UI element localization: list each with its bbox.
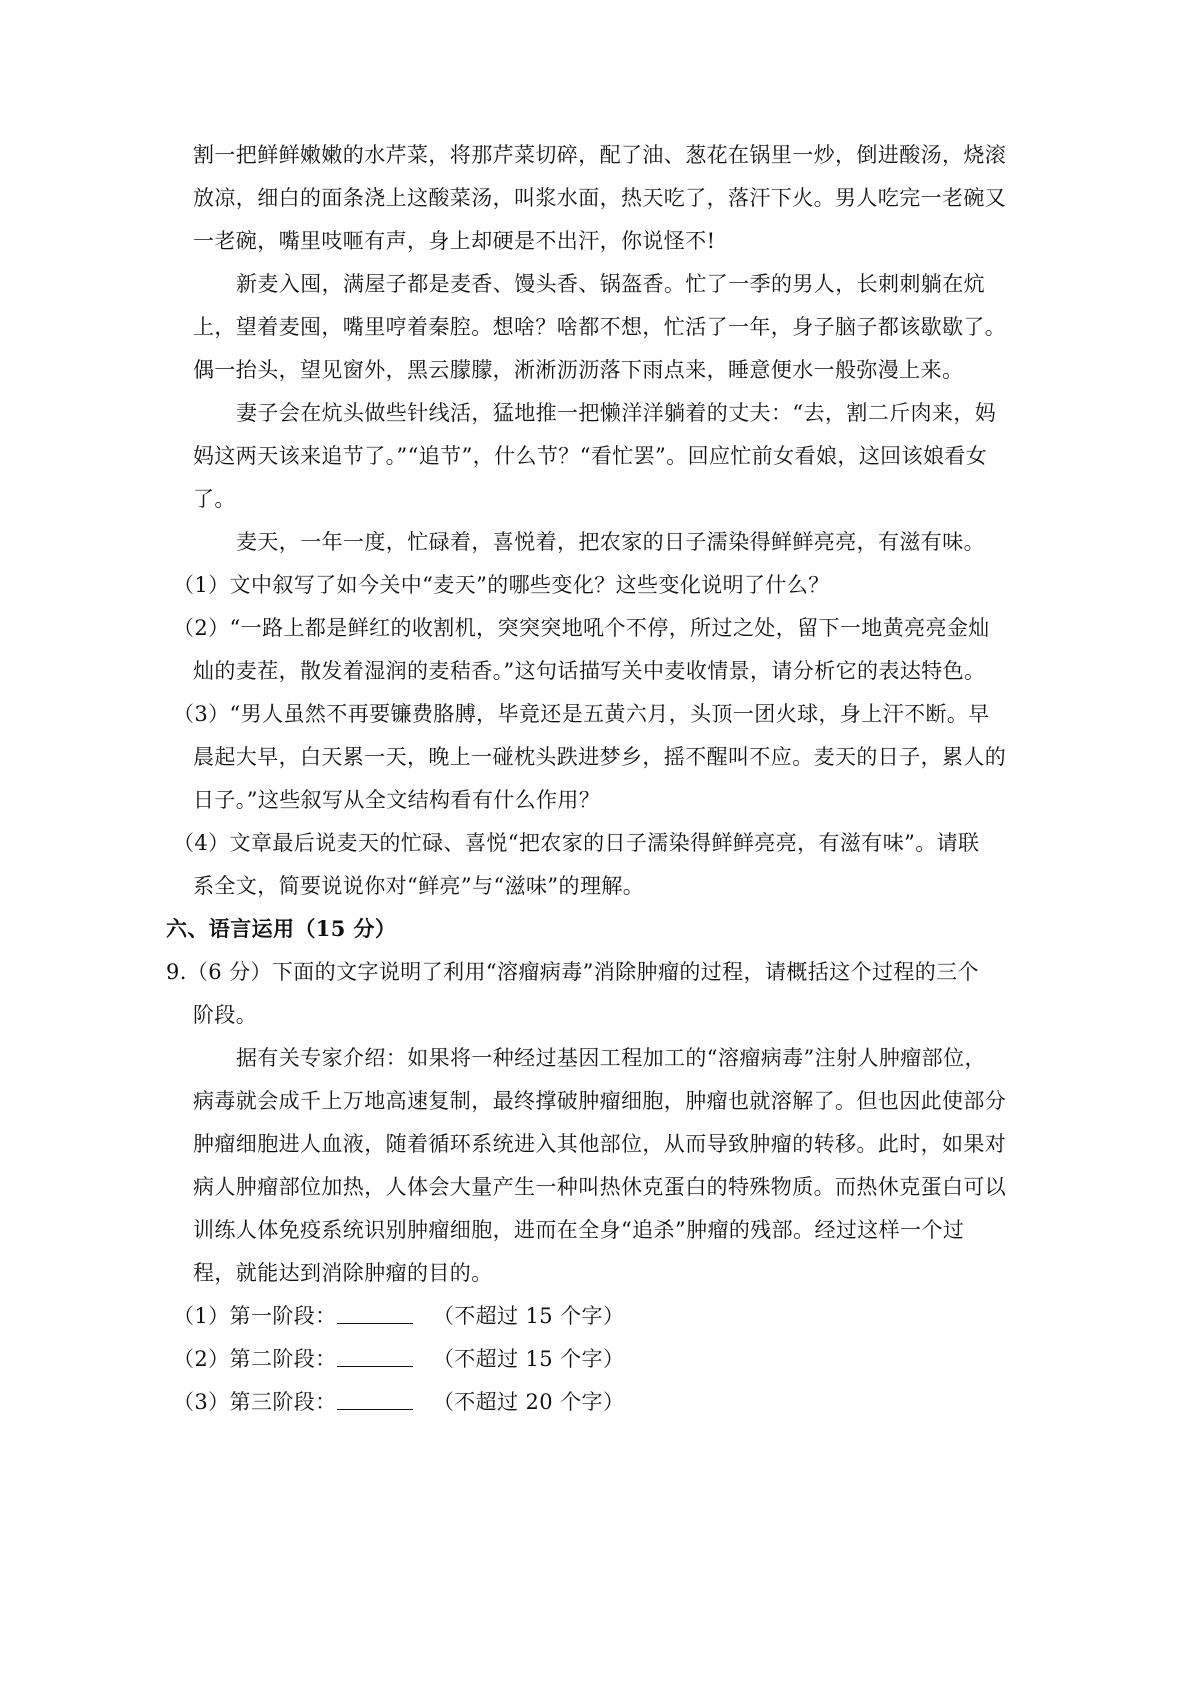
passage-p1-line-3: 一老碗，嘴里吱咂有声，身上却硬是不出汗，你说怪不!	[193, 229, 716, 253]
q9-stage-2-label: （2）第二阶段：	[173, 1347, 337, 1371]
q9-passage-line-6: 程，就能达到消除肿瘤的目的。	[193, 1261, 493, 1285]
q9-stage-1	[173, 1301, 624, 1331]
q8-sub1-line-1: （1）文中叙写了如今关中“麦天”的哪些变化？这些变化说明了什么？	[173, 573, 830, 597]
passage-p1-line-2: 放凉，细白的面条浇上这酸菜汤，叫浆水面，热天吃了，落汗下火。男人吃完一老碗又	[193, 186, 1007, 210]
q8-sub3-line-2: 晨起大早，白天累一天，晚上一碰枕头跌进梦乡，摇不醒叫不应。麦天的日子，累人的	[193, 745, 1007, 769]
q9-stem-line-1: 9.（6 分）下面的文字说明了利用“溶瘤病毒”消除肿瘤的过程，请概括这个过程的三个	[166, 960, 979, 984]
passage-p2-line-1: 新麦入囤，满屋子都是麦香、馒头香、锅盔香。忙了一季的男人，长刺刺躺在炕	[236, 272, 985, 296]
q9-stage-3-limit: （不超过 20 个字）	[432, 1390, 625, 1414]
q9-passage-line-2: 病毒就会成千上万地高速复制，最终撑破肿瘤细胞，肿瘤也就溶解了。但也因此使部分	[193, 1089, 1007, 1113]
passage-p3-line-2: 妈这两天该来追节了。”“追节”，什么节？“看忙罢”。回应忙前女看娘，这回该娘看女	[193, 444, 988, 468]
q8-sub3-line-1: （3）“男人虽然不再要镰费胳膊，毕竟还是五黄六月，头顶一团火球，身上汗不断。早	[173, 702, 990, 726]
q9-stage-3	[173, 1387, 624, 1417]
passage-p3-line-1: 妻子会在炕头做些针线活，猛地推一把懒洋洋躺着的丈夫：“去，割二斤肉来，妈	[236, 401, 997, 425]
q9-stem-line-2: 阶段。	[193, 1003, 258, 1027]
passage-p1-line-1: 割一把鲜鲜嫩嫩的水芹菜，将那芹菜切碎，配了油、葱花在锅里一炒，倒进酸汤，烧滚	[193, 143, 1007, 167]
q9-stage-2-limit: （不超过 15 个字）	[432, 1347, 625, 1371]
q9-stage-1-limit: （不超过 15 个字）	[432, 1304, 625, 1328]
q8-sub3-line-3: 日子。”这些叙写从全文结构看有什么作用？	[193, 788, 601, 812]
q9-passage-line-3: 肿瘤细胞进人血液，随着循环系统进入其他部位，从而导致肿瘤的转移。此时，如果对	[193, 1132, 1007, 1156]
section-6-heading: 六、语言运用（15 分）	[166, 916, 397, 941]
q8-sub2-line-2: 灿的麦茬，散发着湿润的麦秸香。”这句话描写关中麦收情景，请分析它的表达特色。	[193, 659, 986, 683]
passage-p3-line-3: 了。	[193, 487, 236, 511]
passage-p2-line-3: 偶一抬头，望见窗外，黑云朦朦，淅淅沥沥落下雨点来，睡意便水一般弥漫上来。	[193, 358, 964, 382]
q9-stage-3-answer-blank[interactable]	[337, 1387, 413, 1410]
q9-stage-2-answer-blank[interactable]	[337, 1344, 413, 1367]
q9-passage-line-5: 训练人体免疫系统识别肿瘤细胞，进而在全身“追杀”肿瘤的残部。经过这样一个过	[193, 1218, 965, 1242]
passage-p4-line-1: 麦天，一年一度，忙碌着，喜悦着，把农家的日子濡染得鲜鲜亮亮，有滋有味。	[236, 530, 985, 554]
q9-stage-1-label: （1）第一阶段：	[173, 1304, 337, 1328]
q9-passage-line-4: 病人肿瘤部位加热，人体会大量产生一种叫热休克蛋白的特殊物质。而热休克蛋白可以	[193, 1175, 1007, 1199]
q8-sub4-line-1: （4）文章最后说麦天的忙碌、喜悦“把农家的日子濡染得鲜鲜亮亮，有滋有味”。请联	[173, 831, 980, 855]
passage-p2-line-2: 上，望着麦囤，嘴里哼着秦腔。想啥？啥都不想，忙活了一年，身子脑子都该歇歇了。	[193, 315, 1007, 339]
q9-passage-line-1: 据有关专家介绍：如果将一种经过基因工程加工的“溶瘤病毒”注射人肿瘤部位，	[236, 1046, 986, 1070]
q9-stage-3-label: （3）第三阶段：	[173, 1390, 337, 1414]
q9-stage-2	[173, 1344, 624, 1374]
q9-stage-1-answer-blank[interactable]	[337, 1301, 413, 1324]
q8-sub4-line-2: 系全文，简要说说你对“鲜亮”与“滋味”的理解。	[193, 874, 645, 898]
q8-sub2-line-1: （2）“一路上都是鲜红的收割机，突突突地吼个不停，所过之处，留下一地黄亮亮金灿	[173, 616, 990, 640]
